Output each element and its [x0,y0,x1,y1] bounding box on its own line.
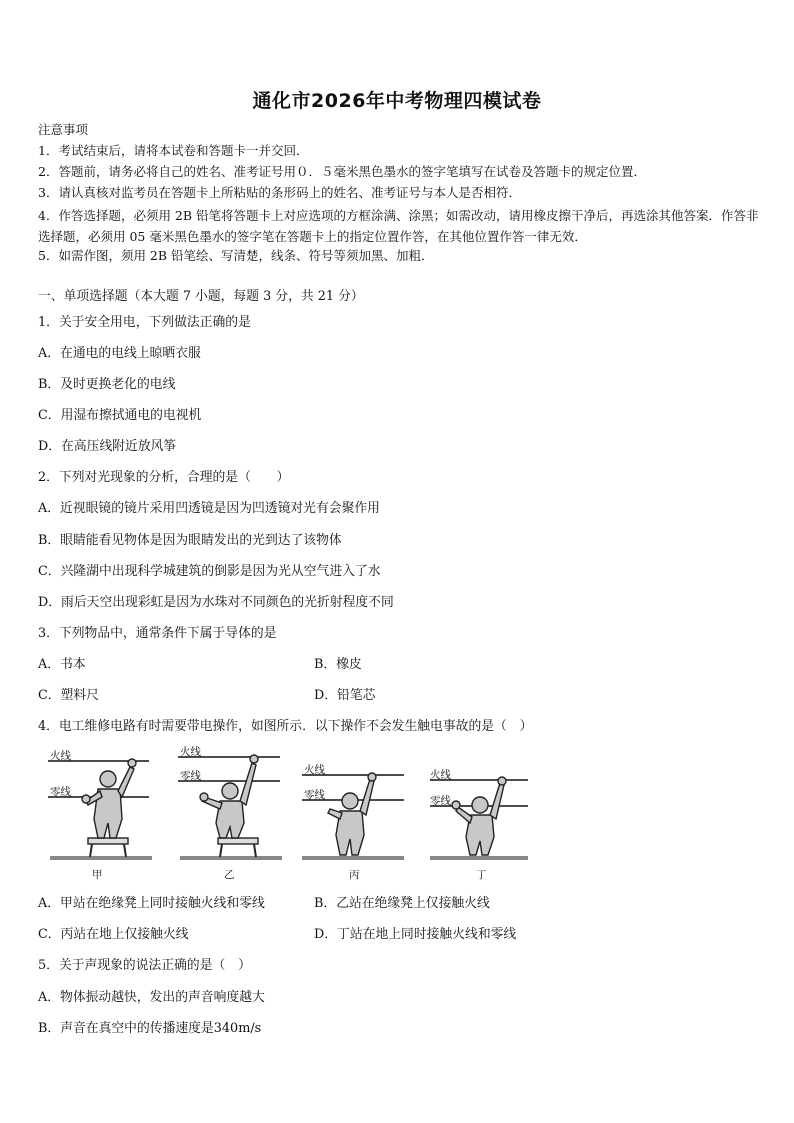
question-3-option-b: B．橡皮 [314,657,362,672]
question-1-option-c: C．用湿布擦拭通电的电视机 [38,408,202,423]
question-3-option-a: A．书本 [38,657,86,672]
question-4-option-b: B．乙站在绝缘凳上仅接触火线 [314,896,490,911]
question-1-option-b: B．及时更换老化的电线 [38,377,176,392]
notice-item-1: 1．考试结束后，请将本试卷和答题卡一并交回． [38,143,309,158]
question-4-option-c: C．丙站在地上仅接触火线 [38,927,189,942]
figure-3-neutral-label: 零线 [304,789,325,801]
electrician-figure [44,741,544,886]
figure-4-live-label: 火线 [430,769,451,781]
figure-1-neutral-label: 零线 [50,786,71,798]
question-4-stem: 4．电工维修电路有时需要带电操作，如图所示．以下操作不会发生触电事故的是（ ） [38,719,533,734]
question-2-option-c: C．兴隆湖中出现科学城建筑的倒影是因为光从空气进入了水 [38,564,381,579]
figure-1-live-label: 火线 [50,750,71,762]
question-2-option-b: B．眼睛能看见物体是因为眼睛发出的光到达了该物体 [38,533,342,548]
question-1-option-d: D．在高压线附近放风筝 [38,439,177,454]
question-3-stem: 3．下列物品中，通常条件下属于导体的是 [38,626,277,641]
notice-item-2: 2．答题前，请务必将自己的姓名、准考证号用０．５毫米黑色墨水的签字笔填写在试卷及答题卡的规定位置． [38,164,646,179]
notice-heading: 注意事项 [38,122,89,137]
notice-item-5: 5．如需作图，须用 2B 铅笔绘、写清楚，线条、符号等须加黑、加粗． [38,248,434,263]
figure-caption-yi: 乙 [224,869,235,881]
question-5-option-b: B．声音在真空中的传播速度是340m/s [38,1021,262,1036]
question-2-option-a: A．近视眼镜的镜片采用凹透镜是因为凹透镜对光有会聚作用 [38,501,380,516]
question-4-option-a: A．甲站在绝缘凳上同时接触火线和零线 [38,896,265,911]
question-4-option-d: D．丁站在地上同时接触火线和零线 [314,927,517,942]
figure-caption-jia: 甲 [92,869,103,881]
question-3-option-c: C．塑料尺 [38,688,99,703]
page-title: 通化市2026年中考物理四模试卷 [252,90,542,112]
question-2-stem: 2．下列对光现象的分析，合理的是（ ） [38,470,290,485]
question-5-option-a: A．物体振动越快，发出的声音响度越大 [38,990,265,1005]
question-1-option-a: A．在通电的电线上晾晒衣服 [38,346,201,361]
figure-4-neutral-label: 零线 [430,795,451,807]
notice-item-3: 3．请认真核对监考员在答题卡上所粘贴的条形码上的姓名、准考证号与本人是否相符． [38,185,521,200]
question-2-option-d: D．雨后天空出现彩虹是因为水珠对不同颜色的光折射程度不同 [38,595,394,610]
figure-caption-bing: 丙 [349,869,360,881]
question-3-option-d: D．铅笔芯 [314,688,376,703]
figure-3-live-label: 火线 [304,764,325,776]
figure-caption-ding: 丁 [476,869,487,881]
section-heading: 一、单项选择题（本大题 7 小题，每题 3 分，共 21 分） [38,289,364,304]
figure-2-live-label: 火线 [180,746,201,758]
question-1-stem: 1．关于安全用电，下列做法正确的是 [38,315,251,330]
question-5-stem: 5．关于声现象的说法正确的是（ ） [38,958,251,973]
figure-2-neutral-label: 零线 [180,770,201,782]
notice-item-4: 4．作答选择题，必须用 2B 铅笔将答题卡上对应选项的方框涂满、涂黑；如需改动，请用橡皮擦干净后，再选涂其他答案．作答非选择题，必须用 05 毫米黑色墨水的签字笔在答题卡上的指定位置作答，在其他位置作答一律无效． [38,208,759,244]
